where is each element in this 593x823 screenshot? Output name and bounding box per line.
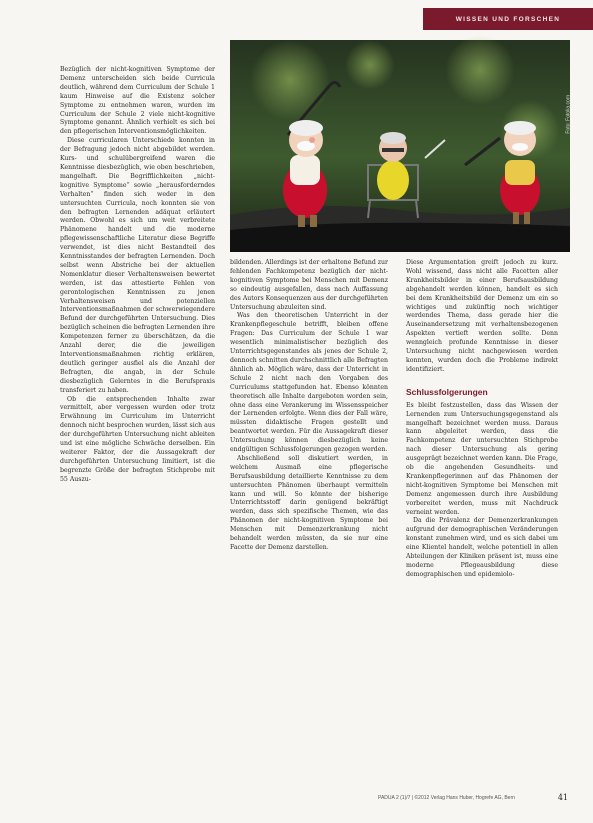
paragraph: bildenden. Allerdings ist der erhaltene Befund zur fehlenden Fachkompetenz bezüglich der nicht-kognitiven Symptome bei Menschen mit Demenz so eindeutig ausgefallen, dass nach Auffassung des Autors Konsequenzen aus der durchgeführten Untersuchung abzuleiten sind. xyxy=(230,259,388,311)
paragraph: Diese curricularen Unterschiede konnten in der Befragung jedoch nicht abgebildet werden. Kurs- und schulübergreifend waren die Kenntnisse diesbezüglich, wie oben beschrieben, mangelhaft. Die Begrifflichkeiten „nicht-kognitive Symptome“ sowie „herausforderndes Verhalten“ finden sich weder in den untersuchten Curricula, noch konnten sie von den befragten Lernenden adäquat erläutert werden. Obwohl es sich um weit verbreitete Phänomene handelt und die moderne pflegewissenschaftliche Literatur diese Begriffe verwendet, ist dies nicht Bestandteil des Kenntnisstandes der befragten Lernenden. Doch selbst wenn Abstriche bei der aktuellen Nomenklatur dieser Verhaltensweisen bewertet werden, ist das attestierte Fehlen von gerontologischen Kenntnissen zu jenen Verhaltensweisen und potenziellen Interventionsmaßnahmen der schwerwiegendere Befund der durchgeführten Untersuchung. Dies bezüglich scheinen die befragten Lernenden ihre Kompetenzen ferner zu überschätzen, da die Anzahl derer, die die jeweiligen Interventionsmaßnahmen richtig erklären, deutlich geringer ausfiel als die Anzahl der Befragten, die angab, in der Schule diesbezüglich Gelerntes in die Berufspraxis transferiert zu haben. xyxy=(60,137,215,394)
paragraph: Diese Argumentation greift jedoch zu kurz. Wohl wissend, dass nicht alle Facetten aller Krankheitsbilder in einer Berufsausbildung abgehandelt werden können, handelt es sich bei dem Krankheitsbild der Demenz um ein so wichtiges und zukünftig noch wichtiger werdendes Thema, dass gerade hier die Auseinandersetzung mit verhaltensbezogenen Aspekten vertieft werden sollte. Denn wenngleich profunde Kenntnisse in dieser Untersuchung nicht nachgewiesen werden konnten, wurden doch die Probleme indirekt identifiziert. xyxy=(406,259,558,373)
paragraph: Was den theoretischen Unterricht in der Krankenpflegeschule betrifft, bleiben offene Fragen: Das Curriculum der Schule 1 war wesentlich minimalistischer bezüglich des Unterrichtsgegenstandes als jenes der Schule 2, dennoch schnitten durchschnittlich alle Befragten ähnlich ab. Möglich wäre, dass der Unterricht in Schule 2 nicht nach den Vorgaben des Curriculums stattgefunden hat. Ebenso könnten theoretisch alle Inhalte dargeboten worden sein, ohne dass eine Verankerung im Wissensspeicher der Lernenden erfolgte. Wenn dies der Fall wäre, müssten didaktische Fragen gestellt und beantwortet werden. Für die Aussagekraft dieser Untersuchung können diesbezüglich keine endgültigen Schlussfolgerungen gezogen werden. xyxy=(230,312,388,454)
text-column-1 xyxy=(60,66,215,485)
subheading-conclusions: Schlussfolgerungen xyxy=(406,386,488,397)
text-column-2 xyxy=(230,259,388,553)
elderly-figurines-image xyxy=(230,40,570,252)
paragraph: Abschließend soll diskutiert werden, in welchem Ausmaß eine pflegerische Berufsausbildung detaillierte Kenntnisse zu dem untersuchten Phänomen überhaupt vermitteln kann und will. So könnte der bisherige Unterrichtsstoff darin genügend bekräftigt werden, dass sich spezifische Themen, wie das Phänomen der nicht-kognitiven Symptome bei Menschen mit Demenzerkrankung nicht behandelt werden müssten, da sie nur eine Facette der Demenz darstellen. xyxy=(230,454,388,551)
page-footer xyxy=(378,793,568,802)
text-column-3 xyxy=(406,259,558,580)
paragraph: Ob die entsprechenden Inhalte zwar vermittelt, aber vergessen wurden oder trotz Erwähnung im Curriculum im Unterricht dennoch nicht besprochen wurden, lässt sich aus der durchgeführten Untersuchung nicht ableiten und ist eine mögliche Schwäche derselben. Ein weiterer Faktor, der die Aussagekraft der durchgeführten Untersuchung limitiert, ist die begrenzte Größe der befragten Stichprobe mit 55 Auszu- xyxy=(60,395,215,483)
section-header: WISSEN UND FORSCHEN xyxy=(423,8,593,30)
paragraph: Es bleibt festzustellen, dass das Wissen der Lernenden zum Untersuchungsgegenstand als mangelhaft bezeichnet werden muss. Daraus kann abgeleitet werden, dass die Fachkompetenz der untersuchten Stichprobe nach dieser Untersuchung als gering ausgeprägt bezeichnet werden kann. Die Frage, ob die angehenden Gesundheits- und Krankenpflegerinnen auf das Phänomen der nicht-kognitiven Symptome bei Menschen mit Demenz angemessen durch ihre Ausbildung vorbereitet werden, muss mit Nachdruck verneint werden. xyxy=(406,401,558,516)
article-photo xyxy=(230,40,570,252)
page-number: 41 xyxy=(557,793,568,802)
photo-credit: Foto: Fotolia.com xyxy=(566,95,572,134)
paragraph: Da die Prävalenz der Demenzerkrankungen aufgrund der demographischen Veränderungen konstant zunehmen wird, und es sich dabei um eine Klientel handelt, welche potentiell in allen Abteilungen der Kliniken präsent ist, muss eine moderne Pflegeausbildung diese demographischen und epidemiolo- xyxy=(406,517,558,578)
footer-citation: PADUA 2 (1)/7 | ©2012 Verlag Hans Huber, Hogrefe AG, Bern xyxy=(378,794,515,801)
paragraph: Bezüglich der nicht-kognitiven Symptome der Demenz unterscheiden sich beide Curricula deutlich, während dem Curriculum der Schule 1 kaum Hinweise auf die Existenz solcher Symptome zu entnehmen waren, wurden im Curriculum der Schule 2 viele nicht-kognitive Symptome genannt. Ähnlich verhielt es sich bei den pflegerischen Interventionsmöglichkeiten. xyxy=(60,66,215,136)
